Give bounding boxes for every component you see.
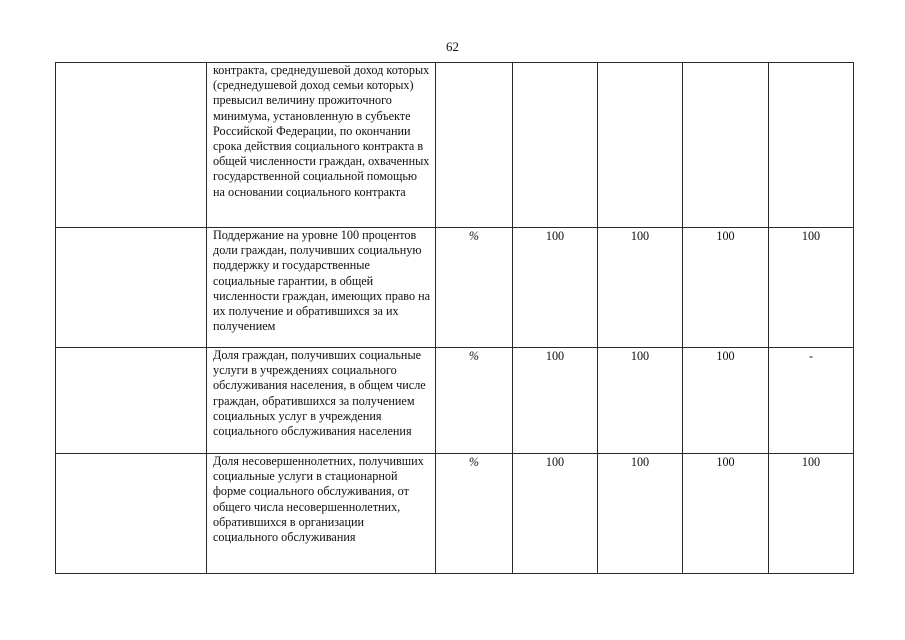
row-number-cell [56,63,207,228]
value-cell: 100 [598,348,683,454]
indicator-name-cell: Доля несовершеннолетних, получивших социальные услуги в стационарной форме социального обслуживания, от общего числа несовершеннолетних, обратившихся в организации социального обслуживания [207,454,436,574]
unit-cell: % [436,228,513,348]
indicator-name-cell: Доля граждан, получивших социальные услуги в учреждениях социального обслуживания населения, в общем числе граждан, обратившихся за получением социальных услуг в учреждения социального обслуживания населения [207,348,436,454]
value-cell: 100 [598,454,683,574]
value-cell [513,63,598,228]
value-cell [769,63,854,228]
indicator-name-cell: Поддержание на уровне 100 процентов доли граждан, получивших социальную поддержку и государственные социальные гарантии, в общей численности граждан, имеющих право на их получение и обратившихся за их получением [207,228,436,348]
value-cell: 100 [769,454,854,574]
indicator-name-cell: контракта, среднедушевой доход которых (среднедушевой доход семьи которых) превысил величину прожиточного минимума, установленную в субъекте Российской Федерации, по окончании срока действия социального контракта в общей численности граждан, охваченных государственной социальной помощью на основании социального контракта [207,63,436,228]
page-number: 62 [446,39,459,54]
value-cell [598,63,683,228]
unit-cell: % [436,348,513,454]
value-cell: 100 [769,228,854,348]
row-number-cell [56,228,207,348]
table-row [56,228,854,348]
value-cell: 100 [683,348,769,454]
value-cell: 100 [598,228,683,348]
value-cell [683,63,769,228]
table-row [56,348,854,454]
row-number-cell [56,348,207,454]
value-cell: 100 [683,454,769,574]
value-cell: 100 [513,228,598,348]
value-cell: - [769,348,854,454]
table-row [56,454,854,574]
value-cell: 100 [513,454,598,574]
table-row [56,63,854,228]
unit-cell: % [436,454,513,574]
row-number-cell [56,454,207,574]
value-cell: 100 [513,348,598,454]
unit-cell [436,63,513,228]
value-cell: 100 [683,228,769,348]
indicators-table [55,62,854,574]
